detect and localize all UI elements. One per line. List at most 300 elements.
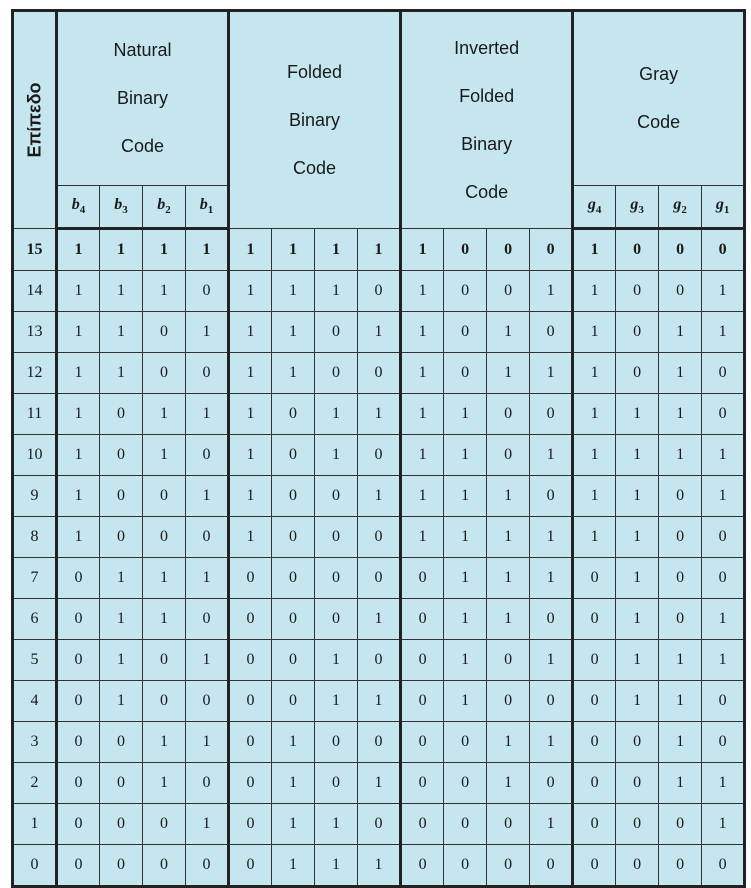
natural-bit-cell: 1 [57,476,100,517]
natural-bit-cell: 1 [57,353,100,394]
folded-bit-cell: 1 [315,804,358,845]
inverted-bit-cell: 0 [444,353,487,394]
level-cell: 3 [13,722,57,763]
natural-bit-cell: 1 [186,804,229,845]
inverted-bit-cell: 1 [530,640,573,681]
folded-bit-cell: 1 [229,353,272,394]
folded-bit-cell: 1 [358,681,401,722]
folded-bit-cell: 0 [229,640,272,681]
inverted-bit-cell: 0 [401,845,444,887]
level-cell: 12 [13,353,57,394]
folded-bit-cell: 0 [358,804,401,845]
inverted-bit-cell: 0 [487,681,530,722]
folded-bit-cell: 1 [358,476,401,517]
inverted-bit-cell: 1 [487,722,530,763]
inverted-folded-header-line: Folded [459,86,515,106]
natural-bit-cell: 1 [186,722,229,763]
gray-bit-cell: 1 [573,394,616,435]
natural-bit-cell: 1 [186,394,229,435]
level-cell: 15 [13,229,57,271]
folded-bit-cell: 1 [229,476,272,517]
table-row [13,476,745,517]
gray-bit-cell: 1 [702,435,745,476]
level-cell: 1 [13,804,57,845]
table-row [13,640,745,681]
gray-bit-cell: 0 [659,229,702,271]
folded-bit-cell: 0 [272,599,315,640]
gray-bit-cell: 1 [702,476,745,517]
natural-bit-cell: 1 [186,229,229,271]
folded-bit-cell: 0 [272,517,315,558]
gray-code-header [573,11,745,186]
inverted-bit-cell: 0 [530,229,573,271]
inverted-bit-cell: 0 [530,476,573,517]
natural-bit-cell: 1 [57,394,100,435]
inverted-bit-cell: 0 [401,681,444,722]
gray-bit-cell: 1 [659,394,702,435]
gray-bit-cell: 1 [659,763,702,804]
binary-codes-table [11,9,746,888]
inverted-bit-cell: 0 [444,763,487,804]
folded-bit-cell: 0 [315,599,358,640]
inverted-bit-cell: 0 [444,271,487,312]
inverted-bit-cell: 1 [487,353,530,394]
inverted-bit-cell: 1 [444,476,487,517]
gray-bit-cell: 0 [573,845,616,887]
table-row [13,845,745,887]
table-row [13,681,745,722]
natural-bit-cell: 0 [100,845,143,887]
code-table-container [11,9,741,873]
inverted-bit-cell: 0 [401,599,444,640]
natural-bit-cell: 0 [100,763,143,804]
gray-bit-cell: 1 [616,681,659,722]
level-cell: 7 [13,558,57,599]
natural-bit-cell: 0 [100,394,143,435]
inverted-bit-cell: 0 [530,599,573,640]
natural-bit-cell: 0 [100,722,143,763]
gray-bit-cell: 1 [616,517,659,558]
inverted-bit-cell: 0 [444,845,487,887]
natural-binary-header-line: Natural [113,40,172,61]
folded-bit-cell: 1 [272,353,315,394]
level-header [13,11,57,229]
level-cell: 9 [13,476,57,517]
natural-bit-cell: 1 [186,312,229,353]
gray-bit-cell: 0 [659,804,702,845]
gray-bit-cell: 0 [573,599,616,640]
gray-bit-cell: 1 [616,558,659,599]
natural-bit-b2: $b_2$ [143,185,186,228]
folded-bit-cell: 1 [358,229,401,271]
inverted-bit-cell: 1 [530,722,573,763]
level-cell: 14 [13,271,57,312]
inverted-bit-cell: 1 [444,640,487,681]
natural-bit-cell: 0 [143,845,186,887]
folded-bit-cell: 1 [358,312,401,353]
folded-bit-cell: 0 [272,476,315,517]
natural-bit-b1: $b_1$ [186,185,229,228]
gray-bit-cell: 0 [616,312,659,353]
table-row [13,599,745,640]
natural-bit-cell: 1 [186,640,229,681]
natural-bit-cell: 1 [57,229,100,271]
inverted-bit-cell: 1 [444,558,487,599]
natural-bit-cell: 1 [100,558,143,599]
level-cell: 8 [13,517,57,558]
inverted-bit-cell: 0 [401,804,444,845]
natural-bit-cell: 1 [100,681,143,722]
natural-binary-header-line: Code [121,136,165,157]
level-cell: 11 [13,394,57,435]
inverted-bit-cell: 0 [530,394,573,435]
inverted-bit-cell: 1 [530,558,573,599]
folded-bit-cell: 1 [272,312,315,353]
inverted-bit-cell: 1 [444,394,487,435]
folded-bit-cell: 0 [272,640,315,681]
natural-bit-cell: 0 [143,640,186,681]
folded-bit-cell: 0 [229,763,272,804]
folded-bit-cell: 0 [315,763,358,804]
folded-bit-cell: 0 [315,558,358,599]
inverted-bit-cell: 0 [401,722,444,763]
table-row [13,517,745,558]
natural-bit-cell: 1 [57,517,100,558]
gray-bit-cell: 1 [573,312,616,353]
natural-bit-cell: 0 [143,804,186,845]
gray-bit-cell: 0 [573,722,616,763]
gray-bit-cell: 0 [616,722,659,763]
folded-bit-cell: 0 [358,558,401,599]
inverted-bit-cell: 0 [444,312,487,353]
inverted-bit-cell: 1 [530,517,573,558]
folded-bit-cell: 0 [358,435,401,476]
natural-bit-cell: 1 [143,271,186,312]
natural-bit-cell: 0 [186,353,229,394]
folded-bit-cell: 1 [229,229,272,271]
table-row [13,558,745,599]
gray-bit-cell: 1 [659,312,702,353]
gray-code-header-line: Code [637,112,681,133]
inverted-bit-cell: 1 [530,435,573,476]
table-row [13,312,745,353]
gray-bit-cell: 0 [616,845,659,887]
gray-bit-cell: 0 [659,476,702,517]
inverted-folded-binary-header [401,11,573,229]
folded-bit-cell: 0 [229,599,272,640]
table-row [13,763,745,804]
folded-bit-cell: 1 [272,763,315,804]
natural-bit-cell: 1 [186,558,229,599]
folded-bit-cell: 0 [272,681,315,722]
gray-bit-cell: 0 [659,517,702,558]
gray-bit-cell: 0 [659,558,702,599]
folded-bit-cell: 1 [229,517,272,558]
natural-bit-cell: 0 [57,722,100,763]
table-row [13,804,745,845]
inverted-bit-cell: 0 [487,640,530,681]
folded-bit-cell: 0 [358,517,401,558]
inverted-bit-cell: 1 [444,599,487,640]
folded-bit-cell: 0 [229,558,272,599]
folded-bit-cell: 1 [358,763,401,804]
gray-bit-cell: 0 [702,845,745,887]
folded-bit-cell: 0 [315,312,358,353]
gray-bit-cell: 0 [702,353,745,394]
folded-bit-cell: 1 [229,394,272,435]
natural-bit-cell: 1 [100,229,143,271]
folded-bit-cell: 1 [272,804,315,845]
folded-bit-cell: 0 [229,804,272,845]
natural-bit-cell: 0 [100,804,143,845]
table-row [13,394,745,435]
natural-binary-header-line: Binary [117,88,169,109]
natural-bit-cell: 1 [186,476,229,517]
gray-bit-cell: 0 [702,681,745,722]
gray-bit-cell: 0 [616,353,659,394]
gray-bit-g3: $g_3$ [616,185,659,228]
folded-bit-cell: 1 [229,312,272,353]
inverted-bit-cell: 1 [530,804,573,845]
natural-bit-cell: 1 [100,599,143,640]
inverted-bit-cell: 1 [487,476,530,517]
folded-bit-cell: 1 [315,681,358,722]
table-row [13,722,745,763]
inverted-bit-cell: 0 [487,229,530,271]
gray-bit-cell: 0 [573,804,616,845]
inverted-bit-cell: 1 [401,229,444,271]
gray-bit-cell: 1 [573,353,616,394]
natural-binary-header [57,11,229,186]
folded-bit-cell: 1 [315,229,358,271]
gray-bit-cell: 1 [702,763,745,804]
folded-binary-header-line: Binary [289,110,341,130]
inverted-bit-cell: 0 [444,804,487,845]
inverted-bit-cell: 1 [487,558,530,599]
inverted-bit-cell: 1 [487,517,530,558]
folded-bit-cell: 0 [315,353,358,394]
inverted-bit-cell: 1 [444,517,487,558]
folded-bit-cell: 0 [358,640,401,681]
natural-bit-b4: $b_4$ [57,185,100,228]
folded-binary-header [229,11,401,229]
gray-bit-cell: 1 [702,312,745,353]
natural-bit-cell: 1 [100,312,143,353]
folded-bit-cell: 1 [358,599,401,640]
folded-bit-cell: 1 [315,640,358,681]
inverted-bit-cell: 1 [401,312,444,353]
natural-bit-cell: 1 [143,394,186,435]
folded-bit-cell: 0 [315,517,358,558]
gray-bit-cell: 0 [573,763,616,804]
folded-bit-cell: 0 [229,681,272,722]
inverted-bit-cell: 1 [444,681,487,722]
gray-bit-cell: 0 [702,558,745,599]
inverted-bit-cell: 1 [530,271,573,312]
gray-bit-cell: 1 [616,435,659,476]
natural-bit-cell: 0 [57,599,100,640]
gray-bit-cell: 0 [659,845,702,887]
folded-bit-cell: 0 [272,394,315,435]
gray-bit-cell: 1 [573,435,616,476]
gray-code-header-line: Gray [639,64,679,85]
inverted-bit-cell: 1 [401,517,444,558]
gray-bit-cell: 0 [573,681,616,722]
gray-bit-g1: $g_1$ [702,185,745,228]
gray-bit-cell: 0 [573,558,616,599]
natural-bit-cell: 1 [57,271,100,312]
natural-bit-cell: 0 [57,681,100,722]
natural-bit-cell: 0 [143,517,186,558]
gray-bit-cell: 0 [573,640,616,681]
natural-bit-cell: 0 [186,599,229,640]
gray-bit-cell: 1 [573,229,616,271]
folded-bit-cell: 1 [315,394,358,435]
inverted-bit-cell: 0 [487,394,530,435]
natural-bit-cell: 0 [57,640,100,681]
inverted-bit-cell: 1 [487,312,530,353]
folded-bit-cell: 1 [229,271,272,312]
inverted-bit-cell: 1 [487,599,530,640]
natural-bit-b3: $b_3$ [100,185,143,228]
gray-bit-cell: 1 [659,435,702,476]
table-row [13,435,745,476]
folded-bit-cell: 1 [272,271,315,312]
natural-bit-cell: 0 [186,517,229,558]
inverted-bit-cell: 0 [401,763,444,804]
natural-bit-cell: 0 [57,763,100,804]
natural-bit-cell: 1 [100,640,143,681]
gray-bit-cell: 0 [659,599,702,640]
level-cell: 0 [13,845,57,887]
folded-bit-cell: 0 [272,558,315,599]
natural-bit-cell: 1 [143,722,186,763]
inverted-folded-header-line: Code [465,182,509,202]
gray-bit-g2: $g_2$ [659,185,702,228]
folded-bit-cell: 1 [272,229,315,271]
inverted-bit-cell: 1 [401,271,444,312]
inverted-bit-cell: 1 [401,394,444,435]
folded-bit-cell: 0 [229,722,272,763]
gray-bit-cell: 0 [702,722,745,763]
inverted-bit-cell: 0 [487,435,530,476]
level-cell: 13 [13,312,57,353]
inverted-bit-cell: 0 [401,640,444,681]
level-header-label: Επίπεδο [24,82,44,158]
folded-bit-cell: 0 [315,722,358,763]
natural-bit-cell: 1 [100,353,143,394]
gray-bit-cell: 1 [573,517,616,558]
gray-bit-cell: 1 [616,476,659,517]
gray-bit-cell: 1 [573,476,616,517]
inverted-bit-cell: 0 [530,845,573,887]
gray-bit-cell: 1 [616,640,659,681]
inverted-bit-cell: 1 [401,435,444,476]
level-cell: 2 [13,763,57,804]
natural-bit-cell: 0 [100,517,143,558]
natural-bit-cell: 0 [186,435,229,476]
table-row [13,353,745,394]
natural-bit-cell: 0 [186,845,229,887]
folded-bit-cell: 0 [358,271,401,312]
inverted-bit-cell: 0 [487,845,530,887]
gray-bit-g4: $g_4$ [573,185,616,228]
level-cell: 6 [13,599,57,640]
gray-bit-cell: 0 [702,517,745,558]
natural-bit-cell: 1 [143,435,186,476]
gray-bit-cell: 1 [702,271,745,312]
inverted-bit-cell: 0 [444,722,487,763]
natural-bit-cell: 0 [57,558,100,599]
natural-bit-cell: 1 [100,271,143,312]
gray-bit-cell: 1 [659,353,702,394]
natural-bit-cell: 1 [143,763,186,804]
level-cell: 10 [13,435,57,476]
folded-bit-cell: 1 [358,394,401,435]
level-cell: 4 [13,681,57,722]
inverted-bit-cell: 1 [401,353,444,394]
table-body [13,229,745,887]
gray-bit-cell: 0 [702,229,745,271]
gray-bit-cell: 1 [659,681,702,722]
table-row [13,271,745,312]
natural-bit-cell: 1 [143,599,186,640]
inverted-bit-cell: 0 [530,763,573,804]
natural-bit-cell: 0 [186,763,229,804]
natural-bit-cell: 0 [186,681,229,722]
gray-bit-cell: 1 [702,599,745,640]
gray-bit-cell: 0 [616,229,659,271]
inverted-bit-cell: 0 [444,229,487,271]
folded-bit-cell: 1 [229,435,272,476]
natural-bit-cell: 0 [143,681,186,722]
folded-binary-header-line: Folded [287,62,343,82]
folded-bit-cell: 1 [272,722,315,763]
gray-bit-cell: 1 [702,804,745,845]
folded-bit-cell: 0 [229,845,272,887]
inverted-bit-cell: 0 [487,271,530,312]
folded-bit-cell: 1 [315,845,358,887]
inverted-bit-cell: 0 [530,312,573,353]
inverted-bit-cell: 0 [487,804,530,845]
level-cell: 5 [13,640,57,681]
gray-bit-cell: 0 [659,271,702,312]
inverted-bit-cell: 1 [487,763,530,804]
natural-bit-cell: 0 [100,435,143,476]
gray-bit-cell: 1 [616,394,659,435]
gray-bit-cell: 0 [616,271,659,312]
natural-bit-cell: 1 [57,312,100,353]
natural-bit-cell: 1 [143,229,186,271]
folded-binary-header-line: Code [293,158,337,178]
folded-bit-cell: 1 [315,271,358,312]
gray-bit-cell: 1 [659,722,702,763]
natural-bit-cell: 0 [143,476,186,517]
folded-bit-cell: 0 [358,353,401,394]
gray-bit-cell: 0 [616,763,659,804]
folded-bit-cell: 0 [315,476,358,517]
table-row [13,229,745,271]
natural-bit-cell: 0 [100,476,143,517]
gray-bit-cell: 0 [616,804,659,845]
natural-bit-cell: 0 [57,804,100,845]
folded-bit-cell: 0 [358,722,401,763]
gray-bit-cell: 1 [702,640,745,681]
folded-bit-cell: 0 [272,435,315,476]
natural-bit-cell: 1 [57,435,100,476]
natural-bit-cell: 0 [143,312,186,353]
inverted-folded-header-line: Binary [461,134,513,154]
